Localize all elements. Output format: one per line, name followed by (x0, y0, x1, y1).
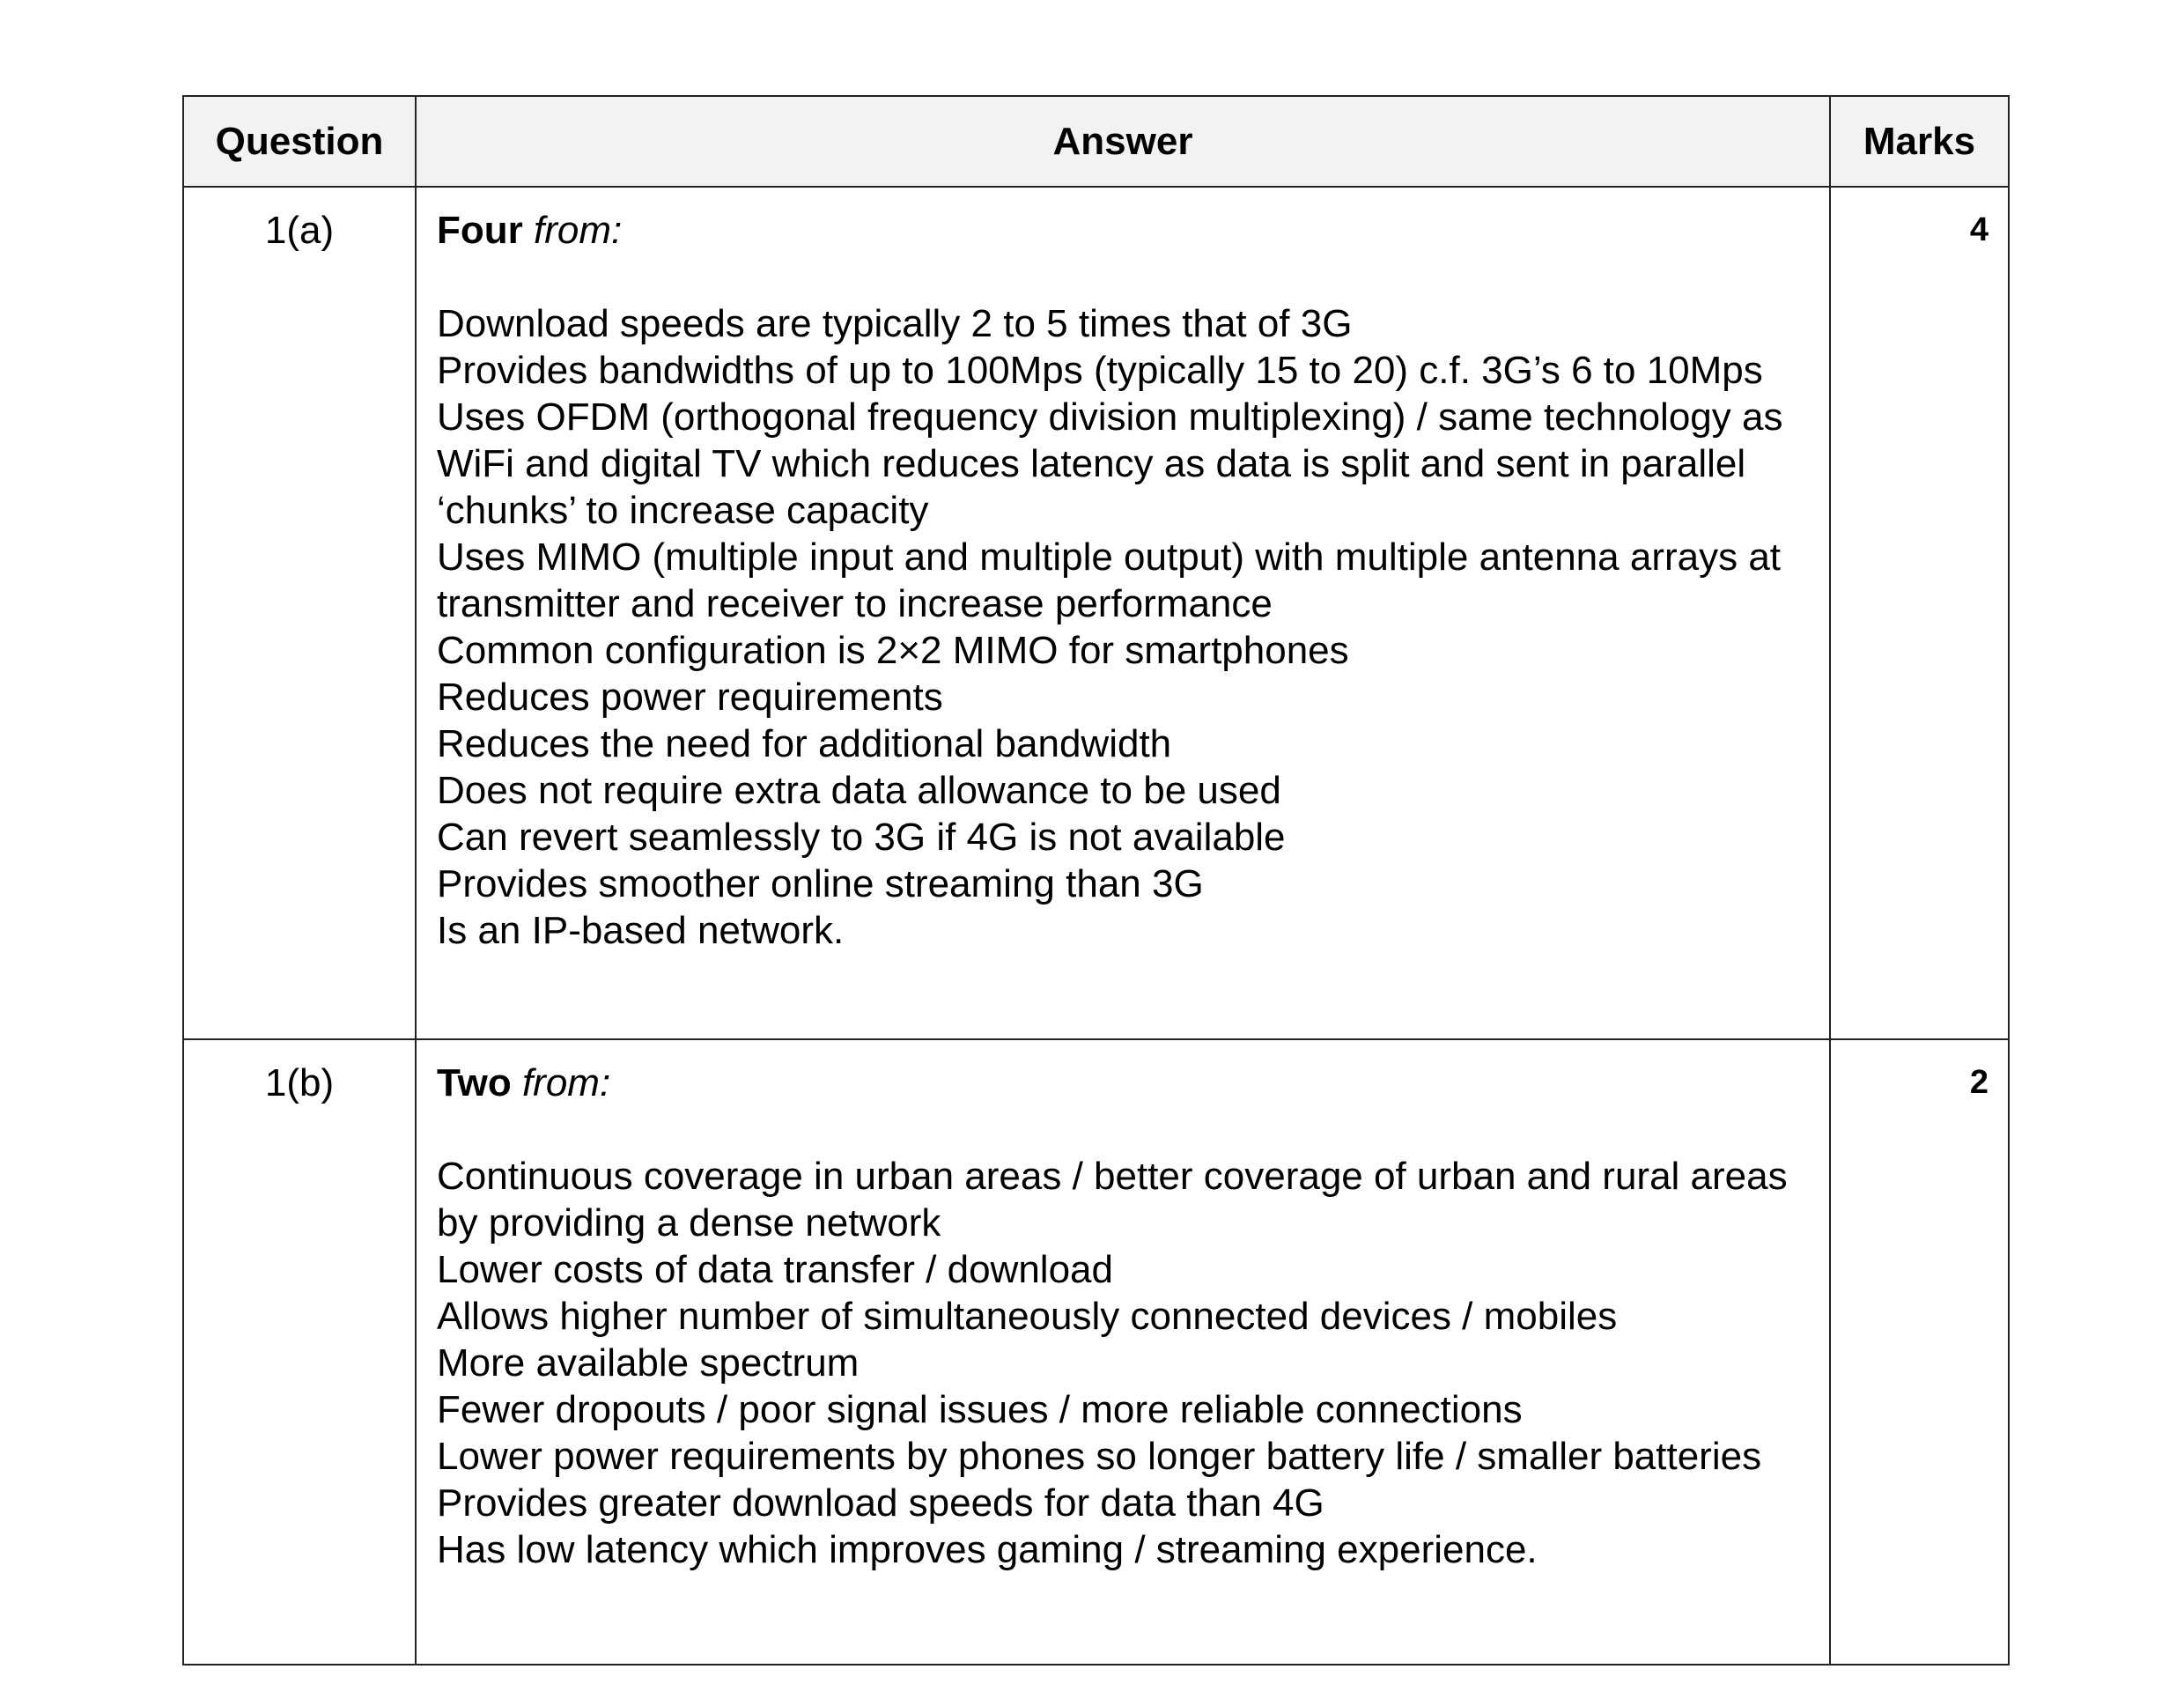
answer-cell (416, 187, 1830, 1039)
list-item: Does not require extra data allowance to be used (437, 769, 1281, 812)
list-item: Provides bandwidths of up to 100Mps (typically 15 to 20) c.f. 3G’s 6 to 10Mps (437, 349, 1763, 392)
list-item: Reduces power requirements (437, 676, 943, 719)
list-item: More available spectrum (437, 1341, 860, 1385)
intro-count: Two (437, 1061, 512, 1104)
marks-value: 4 (1830, 187, 2009, 1039)
list-item: Lower costs of data transfer / download (437, 1248, 1113, 1291)
marks-value: 2 (1830, 1039, 2009, 1665)
list-item: Lower power requirements by phones so longer battery life / smaller batteries (437, 1435, 1762, 1478)
list-item: Can revert seamlessly to 3G if 4G is not available (437, 816, 1286, 859)
table-row (183, 1039, 2009, 1665)
list-item: Continuous coverage in urban areas / better coverage of urban and rural areas by providing a dense network (437, 1155, 1788, 1245)
marks-column-header: Marks (1830, 96, 2009, 187)
list-item: Allows higher number of simultaneously connected devices / mobiles (437, 1295, 1618, 1338)
list-item: Reduces the need for additional bandwidth (437, 722, 1172, 765)
list-item: Uses OFDM (orthogonal frequency division multiplexing) / same technology as WiFi and digital TV which reduces latency as data is split and sent in parallel ‘chunks’ to increase capacity (437, 395, 1783, 532)
question-number: 1(b) (183, 1039, 416, 1665)
list-item: Uses MIMO (multiple input and multiple output) with multiple antenna arrays at transmitter and receiver to increase performance (437, 535, 1782, 625)
intro-from: from: (534, 209, 623, 252)
answer-points (437, 1153, 1806, 1573)
mark-scheme-table (182, 95, 2010, 1666)
question-column-header: Question (183, 96, 416, 187)
list-item: Has low latency which improves gaming / streaming experience. (437, 1528, 1538, 1571)
answer-intro (437, 1060, 1806, 1106)
list-item: Provides greater download speeds for data than 4G (437, 1481, 1324, 1525)
list-item: Common configuration is 2×2 MIMO for smartphones (437, 629, 1349, 672)
intro-count: Four (437, 209, 523, 252)
list-item: Download speeds are typically 2 to 5 times that of 3G (437, 302, 1353, 345)
answer-points (437, 300, 1806, 954)
answer-column-header: Answer (416, 96, 1830, 187)
question-number: 1(a) (183, 187, 416, 1039)
answer-intro (437, 207, 1806, 254)
list-item: Provides smoother online streaming than 3G (437, 862, 1204, 905)
list-item: Fewer dropouts / poor signal issues / more reliable connections (437, 1388, 1523, 1431)
list-item: Is an IP-based network. (437, 909, 845, 952)
table-row (183, 187, 2009, 1039)
answer-cell (416, 1039, 1830, 1665)
header-row (183, 96, 2009, 187)
intro-from: from: (521, 1061, 611, 1104)
